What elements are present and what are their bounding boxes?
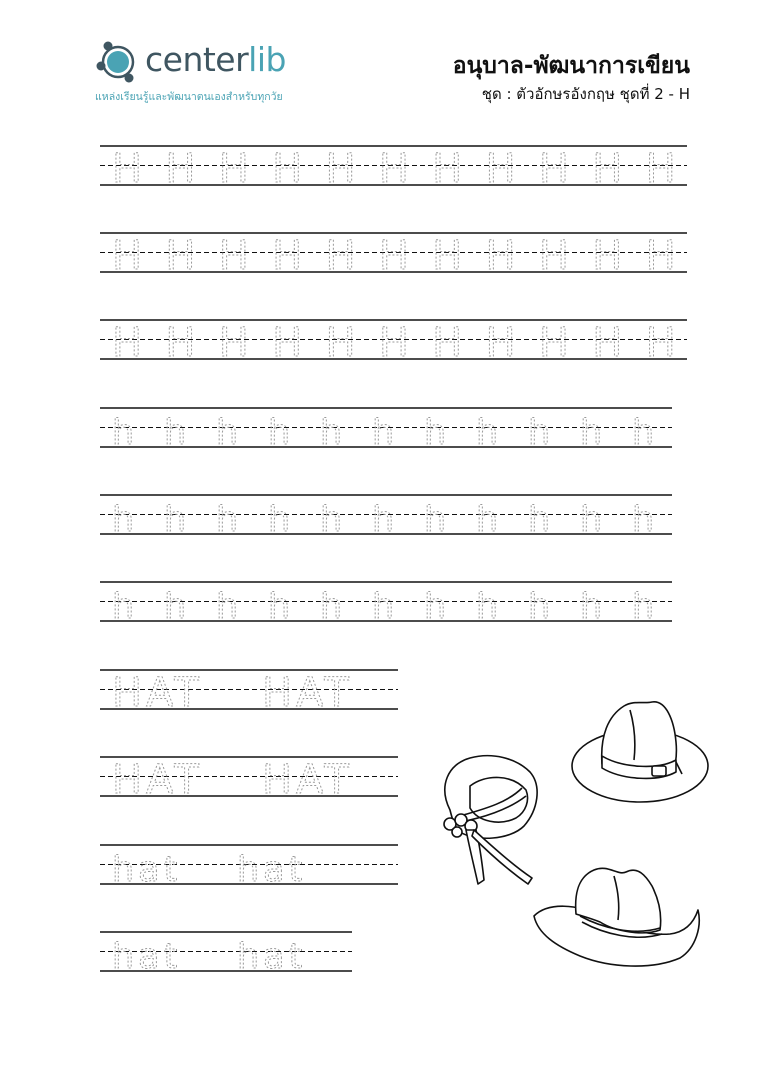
trace-glyph: H: [112, 146, 143, 192]
logo-wordmark: centerlib: [145, 40, 286, 79]
sun-hat-icon: [444, 756, 537, 884]
trace-glyph: h: [216, 587, 239, 627]
trace-glyph: H: [218, 320, 249, 366]
trace-glyph: h: [216, 413, 239, 453]
trace-glyph: h: [268, 500, 291, 540]
trace-glyph: h: [528, 500, 551, 540]
trace-glyph: H: [325, 320, 356, 366]
trace-glyph: h: [632, 500, 655, 540]
trace-glyph: hat: [112, 937, 182, 977]
trace-glyph: H: [165, 320, 196, 366]
trace-glyph: h: [424, 500, 447, 540]
trace-glyph: H: [378, 146, 409, 192]
trace-glyph: HAT: [262, 670, 353, 716]
trace-row: [100, 233, 687, 279]
trace-glyph: h: [372, 413, 395, 453]
trace-glyph: HAT: [262, 757, 353, 803]
trace-glyph: H: [432, 146, 463, 192]
trace-glyph: H: [272, 233, 303, 279]
trace-glyph: H: [645, 233, 676, 279]
trace-glyph: H: [378, 320, 409, 366]
trace-row: [100, 495, 672, 540]
trace-glyph: h: [268, 587, 291, 627]
trace-glyph: h: [476, 500, 499, 540]
trace-glyph: HAT: [112, 757, 203, 803]
trace-glyph: h: [528, 413, 551, 453]
trace-glyph: H: [538, 146, 569, 192]
trace-glyph: h: [268, 413, 291, 453]
trace-glyph: h: [476, 587, 499, 627]
trace-glyph: H: [272, 320, 303, 366]
trace-glyph: H: [218, 146, 249, 192]
trace-glyph: HAT: [112, 670, 203, 716]
page-subtitle: ชุด : ตัวอักษรอังกฤษ ชุดที่ 2 - H: [481, 85, 690, 103]
trace-glyph: h: [320, 587, 343, 627]
trace-row: [100, 932, 352, 977]
trace-glyph: h: [632, 587, 655, 627]
trace-glyph: h: [320, 413, 343, 453]
trace-glyph: H: [325, 146, 356, 192]
trace-glyph: H: [538, 233, 569, 279]
trace-glyph: h: [320, 500, 343, 540]
trace-glyph: H: [378, 233, 409, 279]
page-title: อนุบาล-พัฒนาการเขียน: [452, 53, 690, 79]
trace-glyph: h: [112, 500, 135, 540]
ranger-hat-icon: [572, 702, 708, 802]
trace-glyph: H: [592, 320, 623, 366]
trace-glyph: h: [216, 500, 239, 540]
trace-row: [100, 757, 398, 803]
trace-glyph: h: [112, 587, 135, 627]
trace-glyph: h: [632, 413, 655, 453]
trace-row: [100, 670, 398, 716]
trace-row: [100, 845, 398, 890]
trace-glyph: H: [218, 233, 249, 279]
trace-glyph: H: [485, 146, 516, 192]
trace-glyph: H: [112, 320, 143, 366]
trace-glyph: H: [485, 233, 516, 279]
trace-glyph: H: [485, 320, 516, 366]
trace-glyph: h: [476, 413, 499, 453]
trace-glyph: h: [372, 587, 395, 627]
trace-glyph: h: [424, 587, 447, 627]
trace-glyph: h: [580, 413, 603, 453]
trace-glyph: H: [592, 146, 623, 192]
trace-glyph: H: [592, 233, 623, 279]
trace-glyph: H: [432, 233, 463, 279]
trace-glyph: h: [164, 500, 187, 540]
trace-glyph: hat: [237, 850, 307, 890]
trace-row: [100, 146, 687, 192]
trace-glyph: h: [164, 587, 187, 627]
trace-glyph: h: [424, 413, 447, 453]
logo-tagline: แหล่งเรียนรู้และพัฒนาตนเองสำหรับทุกวัย: [95, 91, 283, 103]
trace-glyph: H: [538, 320, 569, 366]
trace-glyph: h: [580, 587, 603, 627]
trace-glyph: H: [165, 233, 196, 279]
trace-glyph: H: [325, 233, 356, 279]
trace-glyph: h: [528, 587, 551, 627]
trace-glyph: hat: [112, 850, 182, 890]
trace-glyph: H: [272, 146, 303, 192]
trace-glyph: h: [580, 500, 603, 540]
trace-row: [100, 320, 687, 366]
trace-row: [100, 582, 672, 627]
trace-glyph: H: [645, 320, 676, 366]
trace-glyph: hat: [237, 937, 307, 977]
trace-row: [100, 408, 672, 453]
trace-glyph: H: [112, 233, 143, 279]
trace-glyph: H: [432, 320, 463, 366]
cowboy-hat-icon: [534, 868, 699, 966]
trace-glyph: h: [112, 413, 135, 453]
trace-glyph: h: [372, 500, 395, 540]
trace-glyph: h: [164, 413, 187, 453]
trace-glyph: H: [165, 146, 196, 192]
hats-illustration: [430, 690, 720, 980]
trace-glyph: H: [645, 146, 676, 192]
